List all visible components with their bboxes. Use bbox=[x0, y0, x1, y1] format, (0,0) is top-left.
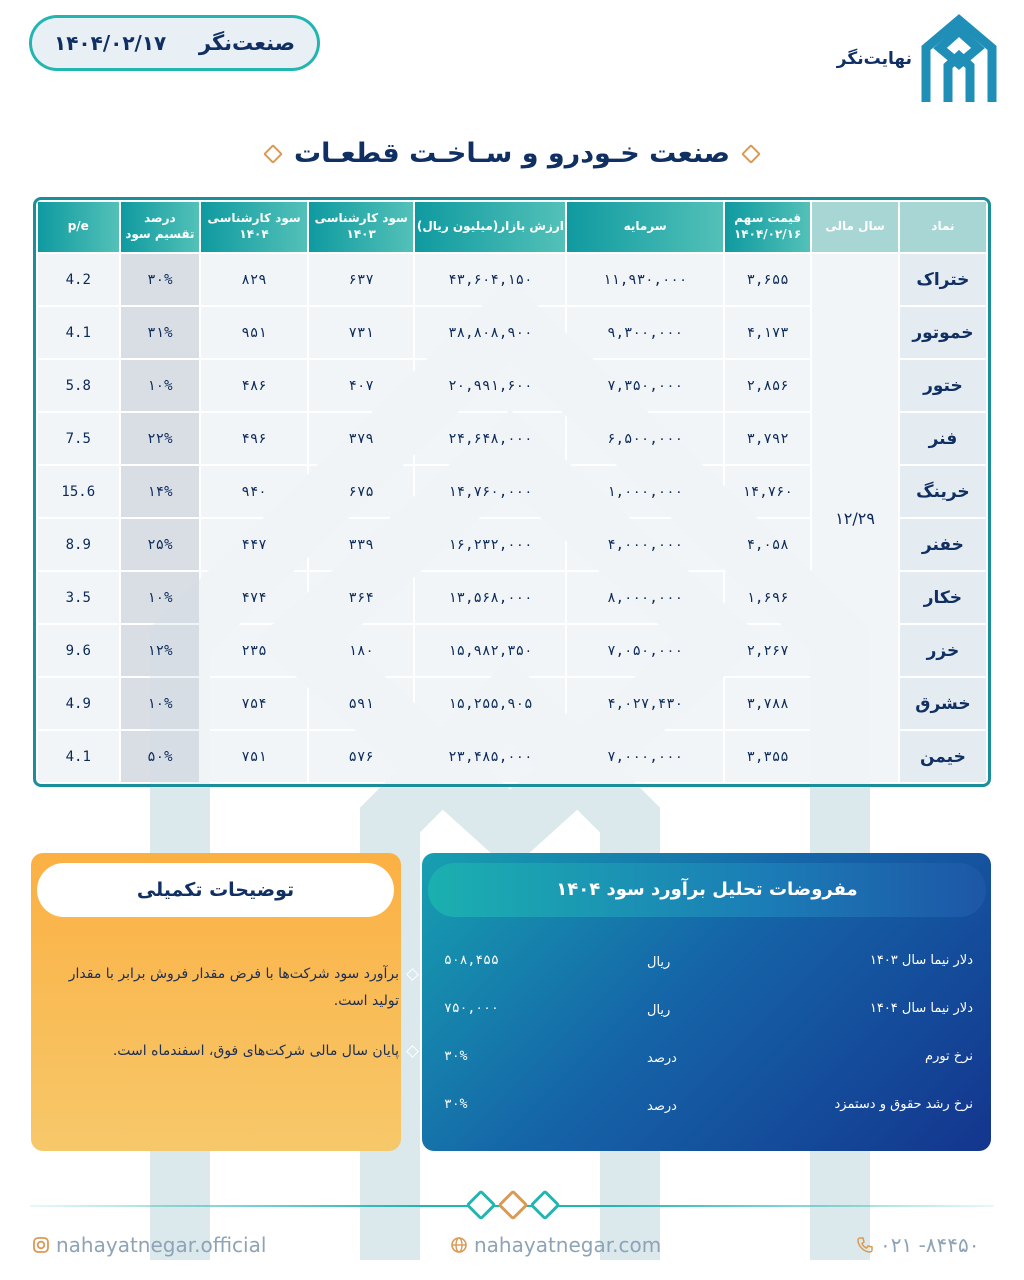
cell-profit-1403: ۴۰۷ bbox=[309, 360, 414, 411]
cell-dividend: ۱۰% bbox=[121, 572, 200, 623]
header-profit-1404 bbox=[201, 202, 307, 252]
assumption-label: نرخ رشد حقوق و دستمزد bbox=[834, 1097, 973, 1112]
cell-dividend: ۱۰% bbox=[121, 360, 200, 411]
cell-capital: ۹,۳۰۰,۰۰۰ bbox=[567, 307, 723, 358]
header-dividend-line1: درصد bbox=[144, 211, 176, 226]
assumption-value: ۷۵۰,۰۰۰ bbox=[444, 1001, 499, 1016]
header-tag: صنعت‌نگر bbox=[198, 31, 295, 55]
assumption-value: ۵۰۸,۴۵۵ bbox=[444, 953, 499, 968]
cell-dividend: ۳۱% bbox=[121, 307, 200, 358]
cell-pe: 4.2 bbox=[38, 254, 119, 305]
assumption-label: نرخ تورم bbox=[925, 1049, 973, 1064]
header-profit-1403 bbox=[309, 202, 414, 252]
footer-instagram[interactable] bbox=[32, 1233, 266, 1257]
cell-dividend: ۱۰% bbox=[121, 678, 200, 729]
industry-table bbox=[33, 197, 991, 787]
phone-number: ۰۲۱ -۸۴۴۵۰ bbox=[880, 1233, 980, 1257]
cell-price: ۱,۶۹۶ bbox=[725, 572, 810, 623]
header-pe: p/e bbox=[38, 202, 119, 252]
cell-profit-1403: ۱۸۰ bbox=[309, 625, 414, 676]
notes-panel bbox=[31, 853, 401, 1151]
assumption-unit: درصد bbox=[647, 1051, 677, 1066]
cell-pe: 9.6 bbox=[38, 625, 119, 676]
cell-profit-1404: ۷۵۴ bbox=[201, 678, 307, 729]
cell-pe: 4.9 bbox=[38, 678, 119, 729]
instagram-icon bbox=[32, 1236, 50, 1254]
cell-market-value: ۱۵,۲۵۵,۹۰۵ bbox=[415, 678, 565, 729]
cell-profit-1403: ۶۳۷ bbox=[309, 254, 414, 305]
header-market-value: ارزش بازار(میلیون ریال) bbox=[415, 202, 565, 252]
brand-logo bbox=[818, 14, 998, 104]
cell-dividend: ۲۲% bbox=[121, 413, 200, 464]
note-item: پایان سال مالی شرکت‌های فوق، اسفندماه است. bbox=[47, 1038, 417, 1065]
header-profit-1403-line1: سود کارشناسی bbox=[314, 211, 408, 226]
brand-logo-icon bbox=[920, 14, 998, 104]
cell-market-value: ۲۴,۶۴۸,۰۰۰ bbox=[415, 413, 565, 464]
header-capital: سرمایه bbox=[567, 202, 723, 252]
cell-capital: ۷,۰۰۰,۰۰۰ bbox=[567, 731, 723, 782]
cell-market-value: ۲۰,۹۹۱,۶۰۰ bbox=[415, 360, 565, 411]
cell-capital: ۴,۰۲۷,۴۳۰ bbox=[567, 678, 723, 729]
cell-price: ۳,۷۸۸ bbox=[725, 678, 810, 729]
cell-price: ۴,۰۵۸ bbox=[725, 519, 810, 570]
page-title: صنعت خـودرو و سـاخـت قطعـات bbox=[293, 138, 731, 169]
cell-pe: 5.8 bbox=[38, 360, 119, 411]
instagram-handle: nahayatnegar.official bbox=[56, 1233, 267, 1257]
cell-dividend: ۱۴% bbox=[121, 466, 200, 517]
cell-profit-1404: ۹۴۰ bbox=[201, 466, 307, 517]
assumption-unit: درصد bbox=[647, 1099, 677, 1114]
assumption-unit: ریال bbox=[647, 955, 671, 970]
cell-price: ۳,۶۵۵ bbox=[725, 254, 810, 305]
cell-symbol: خشرق bbox=[900, 678, 986, 729]
cell-symbol: خیمن bbox=[900, 731, 986, 782]
cell-profit-1403: ۳۶۴ bbox=[309, 572, 414, 623]
cell-price: ۲,۲۶۷ bbox=[725, 625, 810, 676]
cell-capital: ۱۱,۹۳۰,۰۰۰ bbox=[567, 254, 723, 305]
assumption-label: دلار نیما سال ۱۴۰۴ bbox=[869, 1001, 973, 1016]
header-price-line1: قیمت سهم bbox=[734, 211, 802, 226]
note-item: برآورد سود شرکت‌ها با فرض مقدار فروش برابر با مقدار تولید است. bbox=[47, 961, 417, 1014]
table-row bbox=[38, 254, 986, 305]
cell-pe: 8.9 bbox=[38, 519, 119, 570]
brand-name: نهایت‌نگر bbox=[836, 49, 912, 69]
assumption-row bbox=[422, 945, 991, 993]
assumption-row bbox=[422, 1041, 991, 1089]
phone-icon bbox=[856, 1236, 874, 1254]
cell-symbol: خفنر bbox=[900, 519, 986, 570]
cell-profit-1404: ۴۸۶ bbox=[201, 360, 307, 411]
cell-profit-1403: ۵۹۱ bbox=[309, 678, 414, 729]
notes-panel-title: توضیحات تکمیلی bbox=[37, 863, 394, 917]
cell-capital: ۷,۳۵۰,۰۰۰ bbox=[567, 360, 723, 411]
cell-market-value: ۱۶,۲۳۲,۰۰۰ bbox=[415, 519, 565, 570]
cell-price: ۳,۳۵۵ bbox=[725, 731, 810, 782]
cell-pe: 4.1 bbox=[38, 731, 119, 782]
cell-symbol: ختور bbox=[900, 360, 986, 411]
cell-profit-1404: ۸۲۹ bbox=[201, 254, 307, 305]
cell-profit-1404: ۴۹۶ bbox=[201, 413, 307, 464]
cell-capital: ۶,۵۰۰,۰۰۰ bbox=[567, 413, 723, 464]
assumptions-panel bbox=[422, 853, 991, 1151]
cell-profit-1403: ۷۳۱ bbox=[309, 307, 414, 358]
cell-fiscal-year: ۱۲/۲۹ bbox=[812, 254, 897, 782]
header-price-line2: ۱۴۰۴/۰۲/۱۶ bbox=[733, 227, 802, 241]
cell-market-value: ۳۸,۸۰۸,۹۰۰ bbox=[415, 307, 565, 358]
cell-profit-1403: ۶۷۵ bbox=[309, 466, 414, 517]
cell-profit-1404: ۴۴۷ bbox=[201, 519, 307, 570]
cell-price: ۳,۷۹۲ bbox=[725, 413, 810, 464]
cell-dividend: ۲۵% bbox=[121, 519, 200, 570]
cell-symbol: ختراک bbox=[900, 254, 986, 305]
assumption-label: دلار نیما سال ۱۴۰۳ bbox=[869, 953, 973, 968]
header-symbol: نماد bbox=[900, 202, 986, 252]
cell-capital: ۸,۰۰۰,۰۰۰ bbox=[567, 572, 723, 623]
cell-symbol: فنر bbox=[900, 413, 986, 464]
assumption-value: ۳۰% bbox=[444, 1049, 468, 1064]
cell-market-value: ۱۴,۷۶۰,۰۰۰ bbox=[415, 466, 565, 517]
assumption-value: ۳۰% bbox=[444, 1097, 468, 1112]
assumptions-panel-title: مفروضات تحلیل برآورد سود ۱۴۰۴ bbox=[428, 863, 986, 917]
globe-icon bbox=[450, 1236, 468, 1254]
cell-symbol: خرینگ bbox=[900, 466, 986, 517]
header-price bbox=[725, 202, 810, 252]
cell-dividend: ۳۰% bbox=[121, 254, 200, 305]
header-profit-1404-line2: ۱۴۰۴ bbox=[239, 227, 269, 241]
footer-website[interactable] bbox=[450, 1233, 661, 1257]
cell-price: ۴,۱۷۳ bbox=[725, 307, 810, 358]
cell-pe: 15.6 bbox=[38, 466, 119, 517]
cell-pe: 4.1 bbox=[38, 307, 119, 358]
table-header-row bbox=[38, 202, 986, 252]
cell-symbol: خکار bbox=[900, 572, 986, 623]
cell-market-value: ۲۳,۴۸۵,۰۰۰ bbox=[415, 731, 565, 782]
cell-price: ۲,۸۵۶ bbox=[725, 360, 810, 411]
footer-phone[interactable] bbox=[856, 1233, 980, 1257]
header-date-pill bbox=[32, 18, 317, 68]
cell-profit-1404: ۷۵۱ bbox=[201, 731, 307, 782]
cell-capital: ۷,۰۵۰,۰۰۰ bbox=[567, 625, 723, 676]
header-profit-1403-line2: ۱۴۰۳ bbox=[346, 227, 376, 241]
diamond-icon bbox=[263, 144, 283, 164]
assumption-row bbox=[422, 1089, 991, 1137]
cell-profit-1403: ۵۷۶ bbox=[309, 731, 414, 782]
cell-symbol: خزر bbox=[900, 625, 986, 676]
cell-symbol: خموتور bbox=[900, 307, 986, 358]
cell-pe: 3.5 bbox=[38, 572, 119, 623]
page-title-row bbox=[0, 138, 1024, 169]
header-dividend bbox=[121, 202, 200, 252]
header-dividend-line2: تقسیم سود bbox=[125, 227, 195, 241]
cell-profit-1403: ۳۳۹ bbox=[309, 519, 414, 570]
cell-market-value: ۴۳,۶۰۴,۱۵۰ bbox=[415, 254, 565, 305]
header-profit-1404-line1: سود کارشناسی bbox=[207, 211, 301, 226]
header-date: ۱۴۰۴/۰۲/۱۷ bbox=[54, 31, 167, 55]
cell-profit-1404: ۹۵۱ bbox=[201, 307, 307, 358]
cell-market-value: ۱۳,۵۶۸,۰۰۰ bbox=[415, 572, 565, 623]
cell-pe: 7.5 bbox=[38, 413, 119, 464]
cell-profit-1404: ۴۷۴ bbox=[201, 572, 307, 623]
cell-price: ۱۴,۷۶۰ bbox=[725, 466, 810, 517]
diamond-icon bbox=[741, 144, 761, 164]
cell-market-value: ۱۵,۹۸۲,۳۵۰ bbox=[415, 625, 565, 676]
cell-capital: ۱,۰۰۰,۰۰۰ bbox=[567, 466, 723, 517]
cell-profit-1403: ۳۷۹ bbox=[309, 413, 414, 464]
assumption-unit: ریال bbox=[647, 1003, 671, 1018]
cell-dividend: ۱۲% bbox=[121, 625, 200, 676]
header-fiscal-year: سال مالی bbox=[812, 202, 897, 252]
assumption-row bbox=[422, 993, 991, 1041]
cell-capital: ۴,۰۰۰,۰۰۰ bbox=[567, 519, 723, 570]
cell-dividend: ۵۰% bbox=[121, 731, 200, 782]
website-url: nahayatnegar.com bbox=[474, 1233, 662, 1257]
cell-profit-1404: ۲۳۵ bbox=[201, 625, 307, 676]
